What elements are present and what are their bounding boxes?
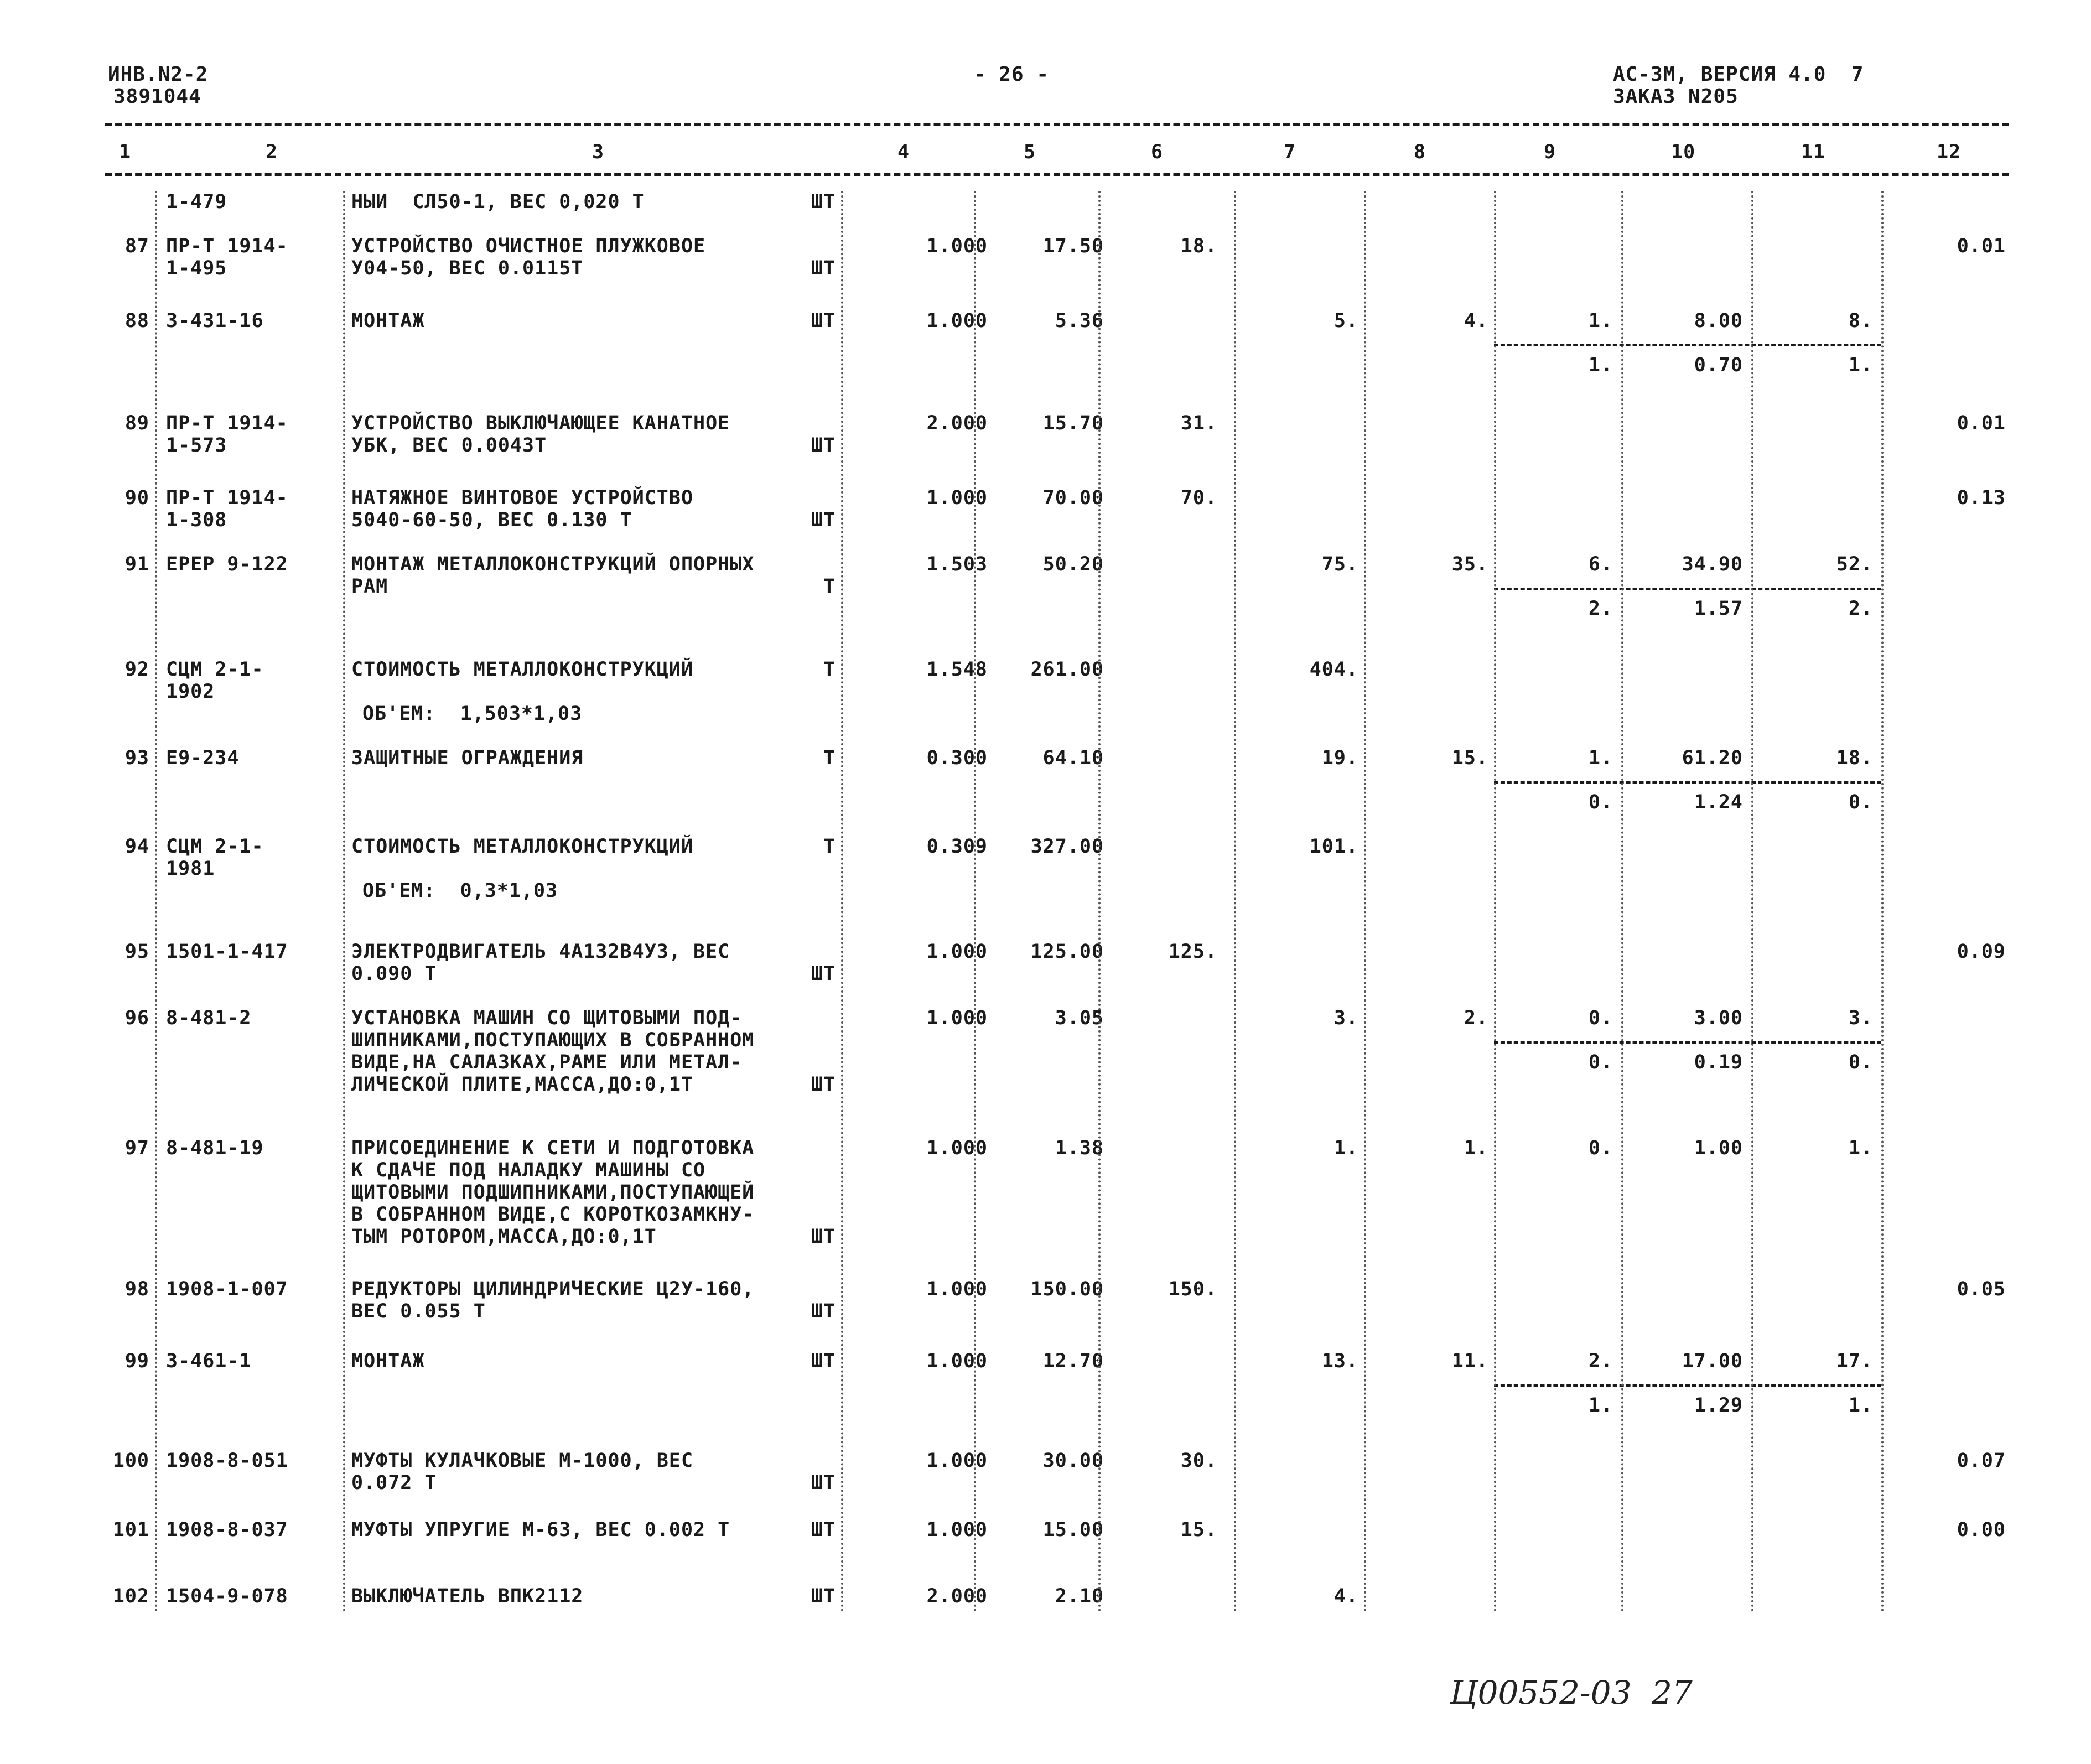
cell-c9: 6. [1588, 553, 1613, 575]
cell-c8: 11. [1451, 1350, 1488, 1372]
cell-c11: 3. [1848, 1007, 1873, 1029]
work-description: К СДАЧЕ ПОД НАЛАДКУ МАШИНЫ СО [351, 1159, 706, 1181]
cell-c11: 1. [1848, 1137, 1873, 1159]
work-description: МОНТАЖ [351, 310, 425, 332]
column-header-8: 8 [1414, 141, 1426, 163]
cell-c5: 15.70 [1042, 412, 1104, 434]
subtotal-c11: 0. [1848, 791, 1873, 813]
unit-of-measure: Т [823, 658, 836, 681]
cell-c4: 1.503 [926, 553, 988, 575]
cell-c10: 34.90 [1682, 553, 1743, 575]
work-description: УСТАНОВКА МАШИН СО ЩИТОВЫМИ ПОД- [351, 1007, 743, 1029]
header-top-rule [105, 123, 2009, 126]
resource-code: 3-431-16 [166, 310, 264, 332]
work-description: В СОБРАННОМ ВИДЕ,С КОРОТКОЗАМКНУ- [351, 1203, 755, 1226]
unit-of-measure: ШТ [811, 1350, 836, 1372]
column-header-4: 4 [897, 141, 910, 163]
column-separator [1621, 191, 1623, 1613]
work-description: РЕДУКТОРЫ ЦИЛИНДРИЧЕСКИЕ Ц2У-160, [351, 1278, 755, 1300]
resource-code: 1-495 [166, 257, 227, 279]
resource-code: 1908-1-007 [166, 1278, 288, 1300]
work-description: ЩИТОВЫМИ ПОДШИПНИКАМИ,ПОСТУПАЮЩЕЙ [351, 1181, 755, 1203]
cell-c10: 8.00 [1694, 310, 1743, 332]
work-description: ПРИСОЕДИНЕНИЕ К СЕТИ И ПОДГОТОВКА [351, 1137, 755, 1159]
cell-c7: 19. [1321, 747, 1358, 769]
subtotal-divider [1494, 781, 1881, 784]
cell-c12: 0.13 [1957, 487, 2006, 509]
unit-of-measure: Т [823, 836, 836, 858]
column-separator [1751, 191, 1753, 1613]
cell-c5: 2.10 [1055, 1585, 1104, 1607]
cell-c5: 125.00 [1030, 941, 1104, 963]
cell-c5: 30.00 [1042, 1450, 1104, 1472]
unit-of-measure: ШТ [811, 434, 836, 456]
cell-c4: 1.000 [926, 1278, 988, 1300]
cell-c4: 1.000 [926, 1350, 988, 1372]
volume-formula: ОБ'ЕМ: 0,3*1,03 [362, 880, 558, 902]
cell-c6: 150. [1168, 1278, 1217, 1300]
column-separator [1098, 191, 1101, 1613]
unit-of-measure: ШТ [811, 1073, 836, 1096]
unit-of-measure: ШТ [811, 1585, 836, 1607]
cell-c6: 18. [1180, 235, 1217, 257]
resource-code: 1504-9-078 [166, 1585, 288, 1607]
cell-c12: 0.09 [1957, 941, 2006, 963]
cell-c4: 1.000 [926, 310, 988, 332]
subtotal-c9: 1. [1588, 1394, 1613, 1417]
cell-c10: 3.00 [1694, 1007, 1743, 1029]
cell-c4: 0.300 [926, 747, 988, 769]
cell-c10: 61.20 [1682, 747, 1743, 769]
cell-c6: 15. [1180, 1519, 1217, 1541]
work-description: УСТРОЙСТВО ВЫКЛЮЧАЮЩЕЕ КАНАТНОЕ [351, 412, 730, 434]
cell-c9: 2. [1588, 1350, 1613, 1372]
cell-c4: 1.000 [926, 235, 988, 257]
row-number: 96 [124, 1007, 149, 1029]
work-description: ЗАЩИТНЫЕ ОГРАЖДЕНИЯ [351, 747, 584, 769]
cell-c4: 2.000 [926, 1585, 988, 1607]
row-number: 100 [112, 1450, 149, 1472]
cell-c8: 4. [1464, 310, 1488, 332]
subtotal-c10: 1.29 [1694, 1394, 1743, 1417]
cell-c5: 150.00 [1030, 1278, 1104, 1300]
cell-c9: 1. [1588, 747, 1613, 769]
column-separator [1494, 191, 1496, 1613]
row-number: 95 [124, 941, 149, 963]
cell-c5: 70.00 [1042, 487, 1104, 509]
cell-c12: 0.07 [1957, 1450, 2006, 1472]
column-header-12: 12 [1937, 141, 1962, 163]
work-description: ШИПНИКАМИ,ПОСТУПАЮЩИХ В СОБРАННОМ [351, 1029, 755, 1051]
resource-code: СЦМ 2-1- [166, 836, 264, 858]
unit-of-measure: Т [823, 747, 836, 769]
work-description: РАМ [351, 575, 388, 598]
cell-c4: 1.000 [926, 941, 988, 963]
cell-c6: 31. [1180, 412, 1217, 434]
column-separator [974, 191, 976, 1613]
cell-c8: 2. [1464, 1007, 1488, 1029]
cell-c7: 5. [1334, 310, 1358, 332]
subtotal-c11: 0. [1848, 1051, 1873, 1073]
cell-c5: 64.10 [1042, 747, 1104, 769]
subtotal-c9: 0. [1588, 1051, 1613, 1073]
subtotal-divider [1494, 344, 1881, 346]
column-header-1: 1 [119, 141, 132, 163]
row-number: 88 [124, 310, 149, 332]
column-separator [155, 191, 157, 1613]
cell-c7: 404. [1309, 658, 1358, 681]
work-description: ЭЛЕКТРОДВИГАТЕЛЬ 4А132В4У3, ВЕС [351, 941, 730, 963]
subtotal-divider [1494, 1384, 1881, 1387]
row-number: 93 [124, 747, 149, 769]
cell-c10: 1.00 [1694, 1137, 1743, 1159]
column-header-11: 11 [1801, 141, 1826, 163]
cell-c4: 1.000 [926, 1007, 988, 1029]
cell-c7: 75. [1321, 553, 1358, 575]
cell-c9: 1. [1588, 310, 1613, 332]
handwritten-archive-code: Ц00552-03 [1450, 1674, 1632, 1711]
cell-c12: 0.05 [1957, 1278, 2006, 1300]
resource-code: 8-481-2 [166, 1007, 252, 1029]
unit-of-measure: ШТ [811, 310, 836, 332]
resource-code: ПР-Т 1914- [166, 235, 288, 257]
row-number: 97 [124, 1137, 149, 1159]
unit-of-measure: ШТ [811, 257, 836, 279]
subtotal-c11: 2. [1848, 598, 1873, 620]
work-description: ВИДЕ,НА САЛАЗКАХ,РАМЕ ИЛИ МЕТАЛ- [351, 1051, 743, 1073]
resource-code: 1501-1-417 [166, 941, 288, 963]
resource-code: СЦМ 2-1- [166, 658, 264, 681]
unit-of-measure: Т [823, 575, 836, 598]
cell-c4: 1.000 [926, 1450, 988, 1472]
row-number: 94 [124, 836, 149, 858]
document-number: 3891044 [113, 85, 201, 108]
work-description: МУФТЫ КУЛАЧКОВЫЕ М-1000, ВЕС [351, 1450, 694, 1472]
resource-code: ЕРЕР 9-122 [166, 553, 288, 575]
cell-c5: 17.50 [1042, 235, 1104, 257]
unit-of-measure: ШТ [811, 509, 836, 531]
subtotal-divider [1494, 588, 1881, 590]
resource-code: 1-308 [166, 509, 227, 531]
subtotal-c9: 0. [1588, 791, 1613, 813]
work-description: МУФТЫ УПРУГИЕ М-63, ВЕС 0.002 Т [351, 1519, 730, 1541]
cell-c8: 35. [1451, 553, 1488, 575]
cell-c5: 3.05 [1055, 1007, 1104, 1029]
row-number: 98 [124, 1278, 149, 1300]
subtotal-c10: 0.19 [1694, 1051, 1743, 1073]
work-description: ЛИЧЕСКОЙ ПЛИТЕ,МАССА,ДО:0,1Т [351, 1073, 694, 1096]
handwritten-page-number: 27 [1652, 1674, 1693, 1711]
unit-of-measure: ШТ [811, 191, 836, 213]
resource-code: 1-479 [166, 191, 227, 213]
cell-c4: 0.309 [926, 836, 988, 858]
volume-formula: ОБ'ЕМ: 1,503*1,03 [362, 703, 583, 725]
subtotal-c10: 1.24 [1694, 791, 1743, 813]
cell-c6: 70. [1180, 487, 1217, 509]
work-description: МОНТАЖ МЕТАЛЛОКОНСТРУКЦИЙ ОПОРНЫХ [351, 553, 755, 575]
cell-c11: 18. [1836, 747, 1873, 769]
cell-c9: 0. [1588, 1007, 1613, 1029]
resource-code: 1908-8-051 [166, 1450, 288, 1472]
work-description: 0.072 Т [351, 1472, 437, 1494]
work-description: ВЕС 0.055 Т [351, 1300, 486, 1322]
work-description: СТОИМОСТЬ МЕТАЛЛОКОНСТРУКЦИЙ [351, 658, 694, 681]
row-number: 102 [112, 1585, 149, 1607]
cell-c5: 327.00 [1030, 836, 1104, 858]
column-header-3: 3 [592, 141, 605, 163]
cell-c11: 17. [1836, 1350, 1873, 1372]
cell-c11: 52. [1836, 553, 1873, 575]
cell-c7: 101. [1309, 836, 1358, 858]
cell-c4: 1.000 [926, 1519, 988, 1541]
unit-of-measure: ШТ [811, 1300, 836, 1322]
column-separator [1364, 191, 1366, 1613]
work-description: У04-50, ВЕС 0.0115Т [351, 257, 584, 279]
work-description: МОНТАЖ [351, 1350, 425, 1372]
column-header-7: 7 [1284, 141, 1296, 163]
unit-of-measure: ШТ [811, 1519, 836, 1541]
row-number: 90 [124, 487, 149, 509]
inventory-number: ИНВ.N2-2 [108, 63, 209, 86]
cell-c11: 8. [1848, 310, 1873, 332]
cell-c7: 13. [1321, 1350, 1358, 1372]
cell-c4: 1.548 [926, 658, 988, 681]
cell-c12: 0.00 [1957, 1519, 2006, 1541]
cell-c12: 0.01 [1957, 412, 2006, 434]
cell-c9: 0. [1588, 1137, 1613, 1159]
row-number: 89 [124, 412, 149, 434]
work-description: ТЫМ РОТОРОМ,МАССА,ДО:0,1Т [351, 1226, 657, 1248]
row-number: 91 [124, 553, 149, 575]
cell-c7: 3. [1334, 1007, 1358, 1029]
cell-c5: 1.38 [1055, 1137, 1104, 1159]
work-description: 0.090 Т [351, 963, 437, 985]
cell-c5: 5.36 [1055, 310, 1104, 332]
cell-c5: 50.20 [1042, 553, 1104, 575]
order-number: ЗАКАЗ N205 [1613, 85, 1739, 108]
work-description: УБК, ВЕС 0.0043Т [351, 434, 547, 456]
resource-code: 1908-8-037 [166, 1519, 288, 1541]
work-description: УСТРОЙСТВО ОЧИСТНОЕ ПЛУЖКОВОЕ [351, 235, 706, 257]
resource-code: 1-573 [166, 434, 227, 456]
row-number: 92 [124, 658, 149, 681]
column-separator [841, 191, 843, 1613]
system-version: АС-3М, ВЕРСИЯ 4.0 7 [1613, 63, 1864, 86]
work-description: НЫИ СЛ50-1, ВЕС 0,020 Т [351, 191, 645, 213]
cell-c4: 2.000 [926, 412, 988, 434]
resource-code: 8-481-19 [166, 1137, 264, 1159]
column-separator [343, 191, 345, 1613]
cell-c6: 125. [1168, 941, 1217, 963]
resource-code: Е9-234 [166, 747, 240, 769]
resource-code: 1902 [166, 681, 215, 703]
resource-code: 3-461-1 [166, 1350, 252, 1372]
cell-c10: 17.00 [1682, 1350, 1743, 1372]
column-header-9: 9 [1544, 141, 1556, 163]
column-separator [1234, 191, 1236, 1613]
subtotal-c9: 2. [1588, 598, 1613, 620]
cell-c7: 1. [1334, 1137, 1358, 1159]
cell-c5: 12.70 [1042, 1350, 1104, 1372]
cell-c8: 15. [1451, 747, 1488, 769]
column-header-5: 5 [1024, 141, 1036, 163]
header-bottom-rule [105, 173, 2009, 176]
subtotal-c11: 1. [1848, 354, 1873, 376]
subtotal-c9: 1. [1588, 354, 1613, 376]
resource-code: ПР-Т 1914- [166, 412, 288, 434]
cell-c5: 261.00 [1030, 658, 1104, 681]
subtotal-c11: 1. [1848, 1394, 1873, 1417]
cell-c4: 1.000 [926, 487, 988, 509]
work-description: 5040-60-50, ВЕС 0.130 Т [351, 509, 632, 531]
cell-c5: 15.00 [1042, 1519, 1104, 1541]
row-number: 87 [124, 235, 149, 257]
work-description: СТОИМОСТЬ МЕТАЛЛОКОНСТРУКЦИЙ [351, 836, 694, 858]
page-number: - 26 - [974, 63, 1050, 86]
row-number: 99 [124, 1350, 149, 1372]
column-separator [1881, 191, 1884, 1613]
cell-c8: 1. [1464, 1137, 1488, 1159]
cell-c7: 4. [1334, 1585, 1358, 1607]
unit-of-measure: ШТ [811, 963, 836, 985]
row-number: 101 [112, 1519, 149, 1541]
work-description: ВЫКЛЮЧАТЕЛЬ ВПК2112 [351, 1585, 584, 1607]
subtotal-divider [1494, 1041, 1881, 1044]
cell-c12: 0.01 [1957, 235, 2006, 257]
subtotal-c10: 1.57 [1694, 598, 1743, 620]
resource-code: 1981 [166, 858, 215, 880]
unit-of-measure: ШТ [811, 1472, 836, 1494]
work-description: НАТЯЖНОЕ ВИНТОВОЕ УСТРОЙСТВО [351, 487, 694, 509]
column-header-6: 6 [1151, 141, 1164, 163]
cell-c4: 1.000 [926, 1137, 988, 1159]
cell-c6: 30. [1180, 1450, 1217, 1472]
column-header-10: 10 [1671, 141, 1696, 163]
subtotal-c10: 0.70 [1694, 354, 1743, 376]
column-header-2: 2 [266, 141, 278, 163]
unit-of-measure: ШТ [811, 1226, 836, 1248]
resource-code: ПР-Т 1914- [166, 487, 288, 509]
